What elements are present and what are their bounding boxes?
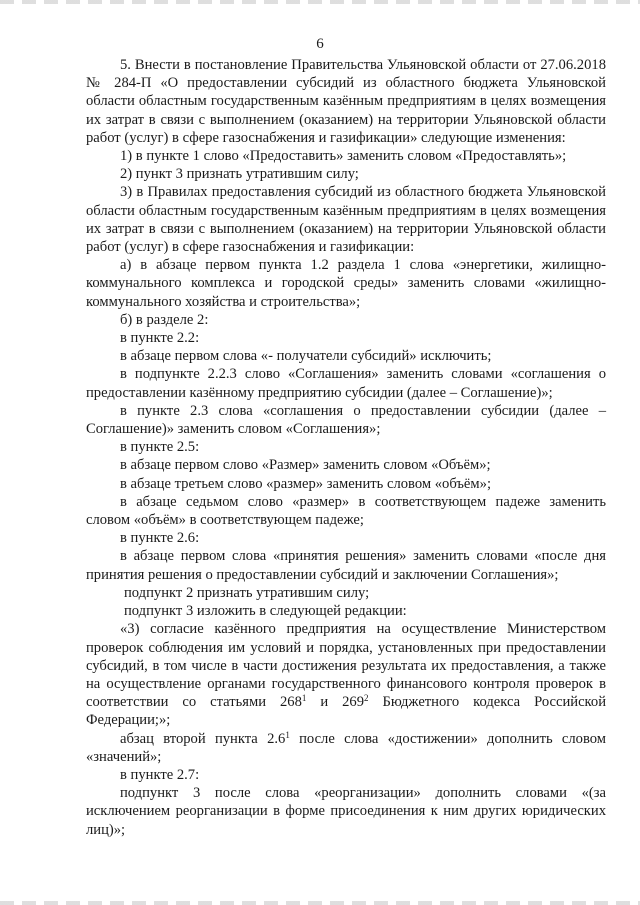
paragraph-abzac-first-2-5: в абзаце первом слово «Размер» заменить словом «Объём»; (120, 457, 491, 474)
paragraph-subpoint-2-2-3: в подпункте 2.2.3 слово «Соглашения» заменить словами «соглашения о предоставлении казённому предприятию субсидии (далее – Соглашение)»; (86, 366, 606, 401)
abzac-text-end: после слова «достижении» дополнить словом «значений»; (86, 730, 607, 765)
quote-sup-2: 2 (364, 693, 369, 704)
abzac-sup: 1 (285, 729, 290, 740)
quote-text-end: Бюджетного кодекса Российской Федерации;»; (86, 694, 607, 729)
paragraph-point-2-6: в пункте 2.6: (120, 530, 200, 547)
quote-text-start: «3) согласие казённого предприятия на осуществление Министерством проверок соблюдения им условий и порядка, установленных при предоставлении субсидий, в том числе в части достижения результата их предоставления, а также на осуществление органами государственного финансового контроля проверок в соответствии со статьями 268 (86, 621, 606, 711)
paragraph-abzac-third: в абзаце третьем слово «размер» заменить словом «объём»; (120, 475, 491, 492)
abzac-text-start: абзац второй пункта 2.6 (120, 730, 286, 747)
paragraph-quote (86, 620, 606, 729)
page-number: 6 (316, 36, 324, 52)
scan-edge-bottom (0, 901, 640, 905)
paragraph-item-1: 1) в пункте 1 слово «Предоставить» заменить словом «Предоставлять»; (120, 148, 567, 165)
paragraph-subitem-b: б) в разделе 2: (120, 311, 209, 328)
paragraph-point-2-7: в пункте 2.7: (120, 766, 200, 783)
document-body (86, 56, 606, 839)
paragraph-intro: 5. Внести в постановление Правительства Ульяновской области от 27.06.2018 № 284-П «О предоставлении субсидий из областного бюджета Ульяновской области областным государственным казённым предприятиям в целях возмещения их затрат в связи с выполнением (оказанием) на территории Ульяновской области работ (услуг) в сфере газоснабжения и газификации» следующие изменения: (86, 57, 606, 146)
quote-sup-1: 1 (301, 693, 307, 704)
paragraph-subpoint-2: подпункт 2 признать утратившим силу; (124, 584, 370, 601)
paragraph-subitem-a: а) в абзаце первом пункта 1.2 раздела 1 слова «энергетики, жилищно-коммунального комплекса и городской среды» заменить словами «жилищно-коммунального хозяйства и строительства»; (86, 257, 606, 310)
paragraph-point-2-2: в пункте 2.2: (120, 330, 200, 347)
paragraph-subpoint-3: подпункт 3 изложить в следующей редакции: (124, 603, 407, 620)
paragraph-item-2: 2) пункт 3 признать утратившим силу; (120, 166, 359, 183)
scan-edge-top (0, 0, 640, 4)
paragraph-abzac-seventh: в абзаце седьмом слово «размер» в соответствующем падеже заменить словом «объём» в соответствующем падеже; (86, 493, 606, 529)
paragraph-abzac-second (86, 730, 606, 766)
paragraph-item-3: 3) в Правилах предоставления субсидий из областного бюджета Ульяновской области областным государственным казённым предприятиям в целях возмещения их затрат в связи с выполнением (оказанием) на территории Ульяновской области работ (услуг) в сфере газоснабжения и газификации: (86, 184, 606, 256)
paragraph-subpoint-3-reorg: подпункт 3 после слова «реорганизации» дополнить словами «(за исключением реорганизации в форме присоединения к ним других юридических лиц)»; (86, 785, 606, 838)
paragraph-point-2-3: в пункте 2.3 слова «соглашения о предоставлении субсидии (далее – Соглашение)» заменить словом «Соглашения»; (86, 402, 606, 438)
paragraph-abzac-first-2-6: в абзаце первом слова «принятия решения» заменить словами «после дня принятия решения о предоставлении субсидий и заключении Соглашения»; (86, 548, 606, 583)
paragraph-point-2-5: в пункте 2.5: (120, 439, 200, 456)
quote-text-middle: и 269 (306, 694, 365, 711)
paragraph-abzac-first: в абзаце первом слова «- получатели субсидий» исключить; (120, 348, 492, 365)
